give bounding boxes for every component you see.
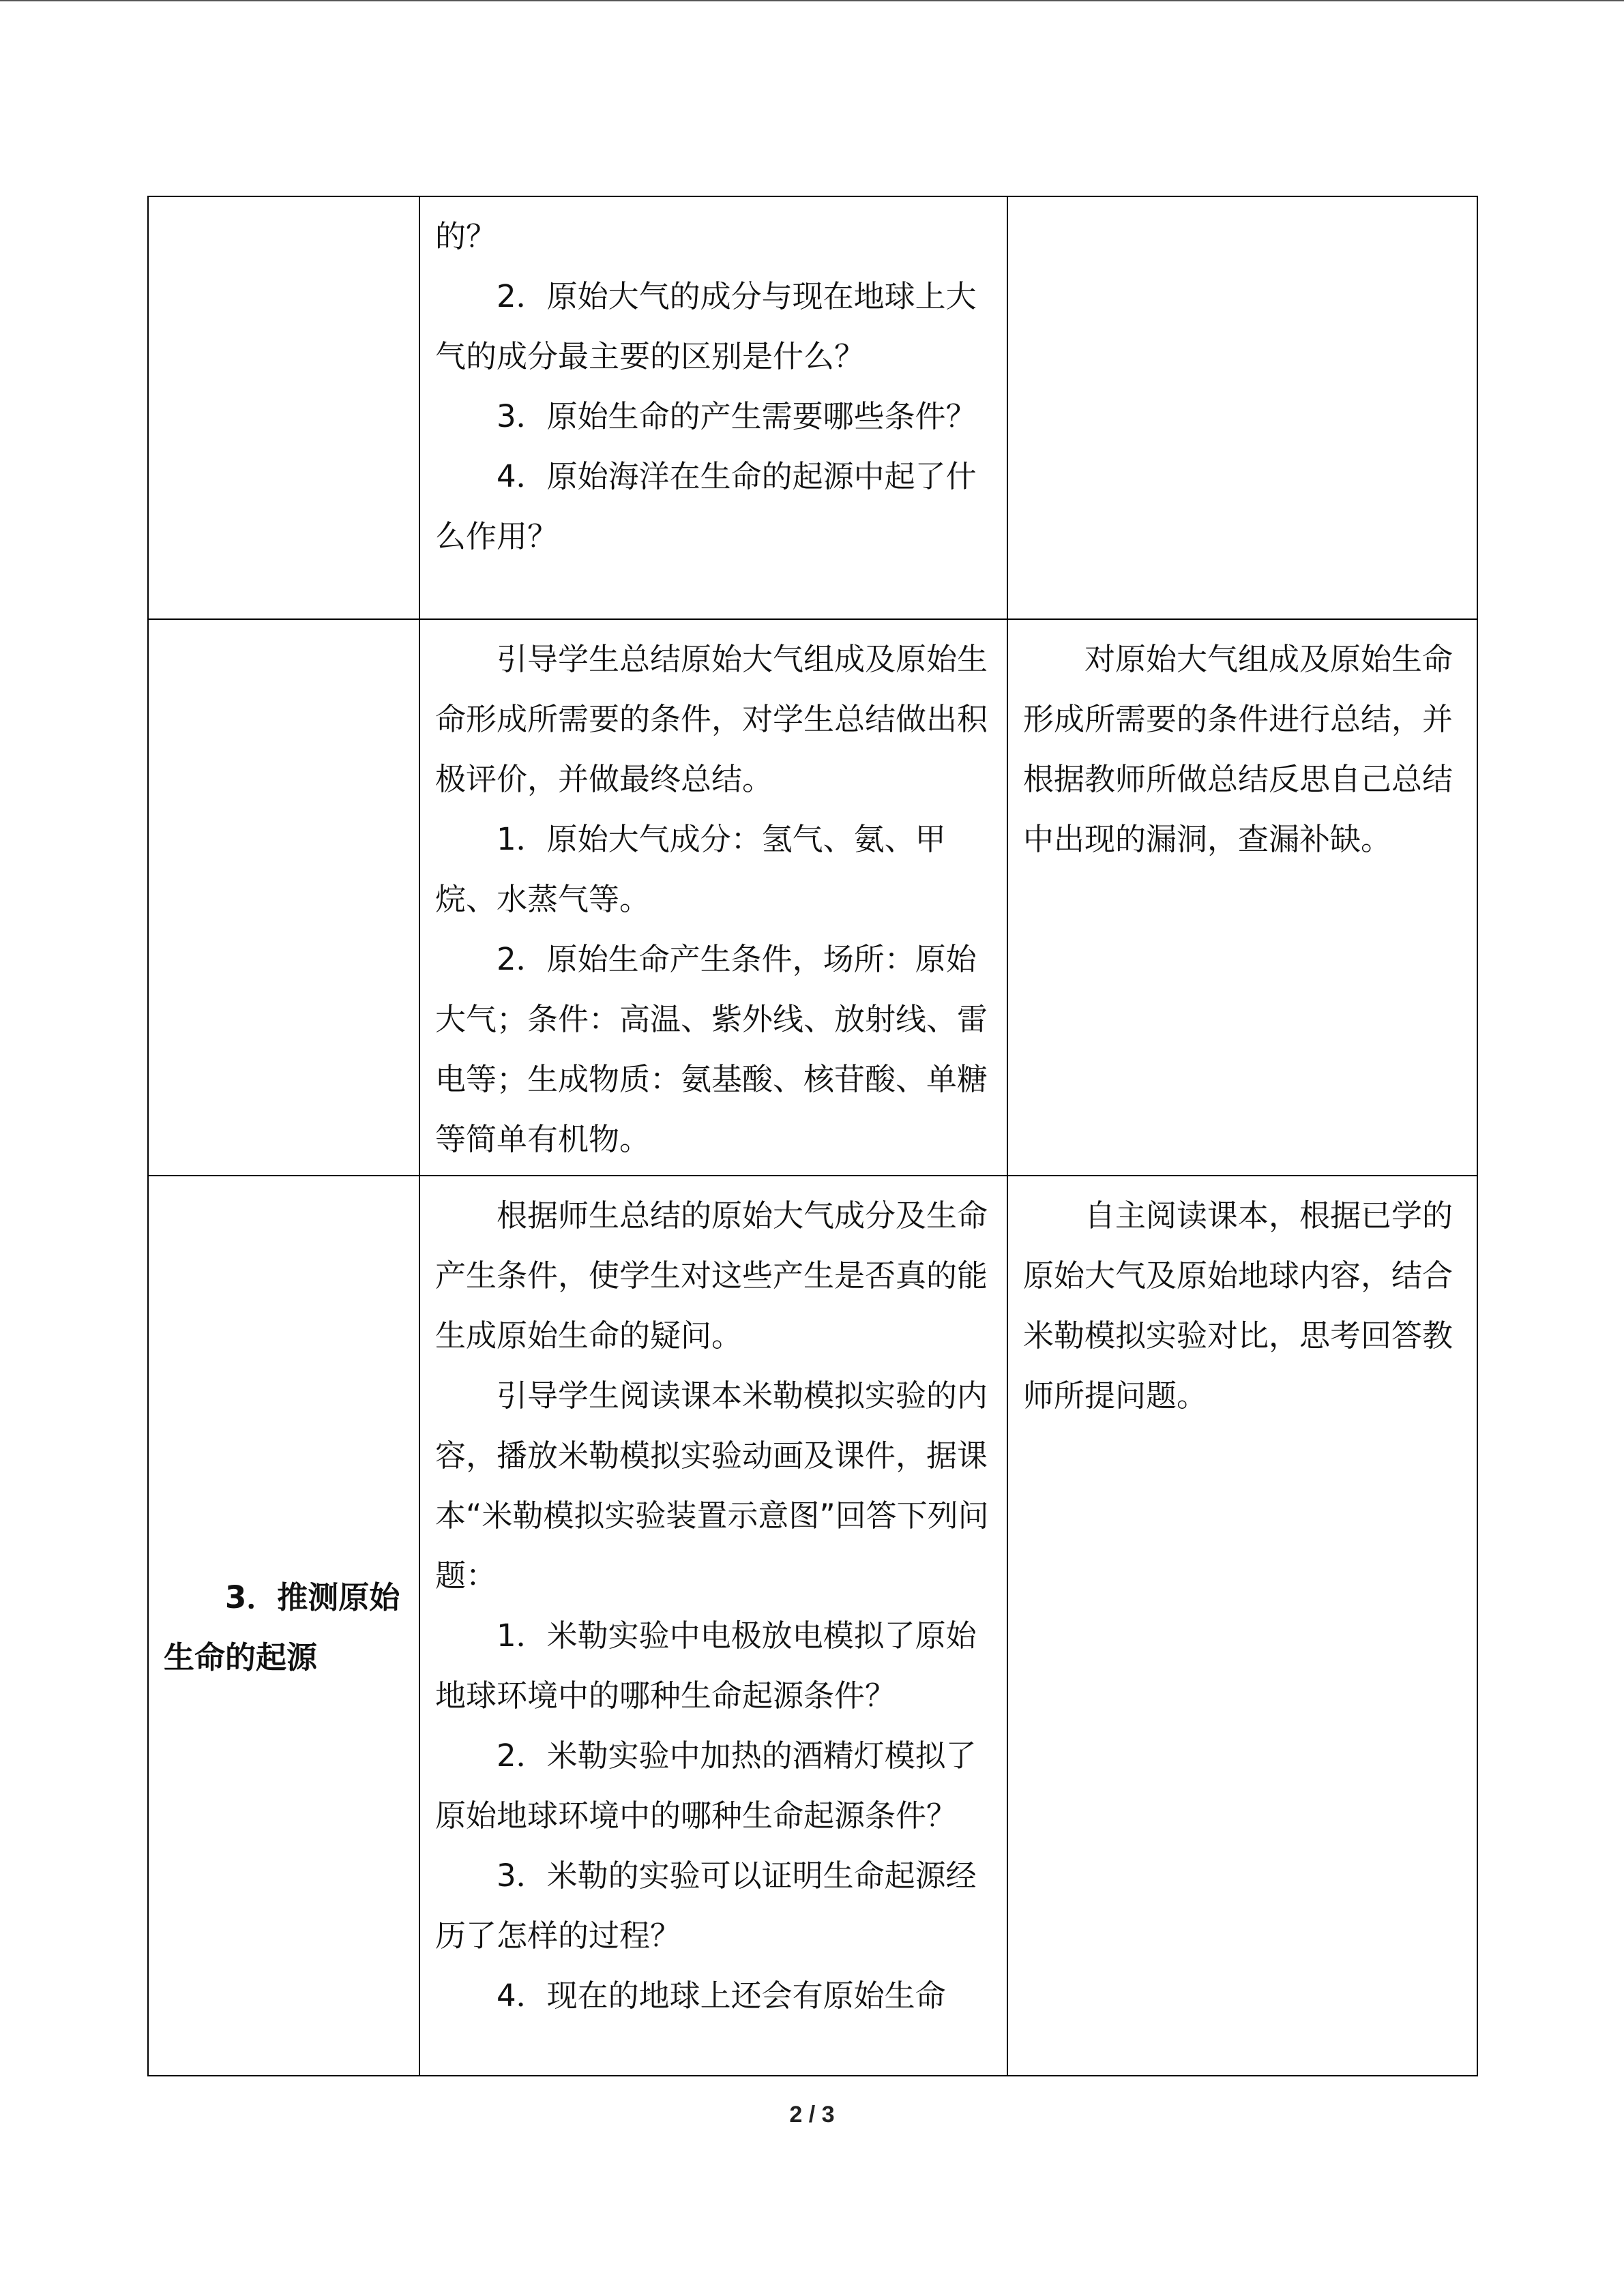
stage-label: 3．推测原始生命的起源 bbox=[164, 1579, 400, 1675]
paragraph: 2．米勒实验中加热的酒精灯模拟了原始地球环境中的哪种生命起源条件？ bbox=[435, 1738, 977, 1834]
lesson-plan-table bbox=[147, 196, 1478, 2076]
page-number: 2 / 3 bbox=[789, 2102, 835, 2128]
paragraph: 3．米勒的实验可以证明生命起源经历了怎样的过程？ bbox=[435, 1858, 977, 1954]
paragraph: 的？ bbox=[435, 218, 497, 254]
table-row bbox=[148, 1176, 1477, 2076]
paragraph: 引导学生阅读课本米勒模拟实验的内容，播放米勒模拟实验动画及课件，据课本“米勒模拟实验装置示意图”回答下列问题： bbox=[435, 1377, 989, 1594]
paragraph: 3．原始生命的产生需要哪些条件？ bbox=[497, 398, 977, 434]
stage-cell bbox=[148, 196, 419, 619]
teacher-activity-cell bbox=[419, 619, 1007, 1176]
paragraph: 1．原始大气成分：氢气、氨、甲烷、水蒸气等。 bbox=[435, 821, 946, 917]
paragraph: 4．原始海洋在生命的起源中起了什么作用？ bbox=[435, 458, 977, 554]
paragraph: 2．原始生命产生条件，场所：原始大气；条件：高温、紫外线、放射线、雷电等；生成物质：氨基酸、核苷酸、单糖等简单有机物。 bbox=[435, 941, 988, 1157]
student-activity-cell bbox=[1007, 196, 1477, 619]
student-activity-cell bbox=[1007, 619, 1477, 1176]
paragraph: 2．原始大气的成分与现在地球上大气的成分最主要的区别是什么？ bbox=[435, 278, 977, 374]
paragraph: 4．现在的地球上还会有原始生命 bbox=[497, 1978, 946, 2014]
paragraph: 引导学生总结原始大气组成及原始生命形成所需要的条件，对学生总结做出积极评价，并做最终总结。 bbox=[435, 641, 988, 797]
student-activity-cell bbox=[1007, 1176, 1477, 2076]
page-top-border bbox=[0, 0, 1624, 1]
paragraph: 对原始大气组成及原始生命形成所需要的条件进行总结，并根据教师所做总结反思自己总结中出现的漏洞，查漏补缺。 bbox=[1023, 641, 1453, 857]
teacher-activity-cell bbox=[419, 1176, 1007, 2076]
paragraph: 1．米勒实验中电极放电模拟了原始地球环境中的哪种生命起源条件？ bbox=[435, 1617, 977, 1714]
paragraph: 根据师生总结的原始大气成分及生命产生条件，使学生对这些产生是否真的能生成原始生命的疑问。 bbox=[435, 1197, 988, 1354]
table-row bbox=[148, 196, 1477, 619]
paragraph: 自主阅读课本，根据已学的原始大气及原始地球内容，结合米勒模拟实验对比，思考回答教师所提问题。 bbox=[1023, 1197, 1453, 1414]
table-row bbox=[148, 619, 1477, 1176]
stage-cell bbox=[148, 619, 419, 1176]
teacher-activity-cell bbox=[419, 196, 1007, 619]
stage-cell bbox=[148, 1176, 419, 2076]
